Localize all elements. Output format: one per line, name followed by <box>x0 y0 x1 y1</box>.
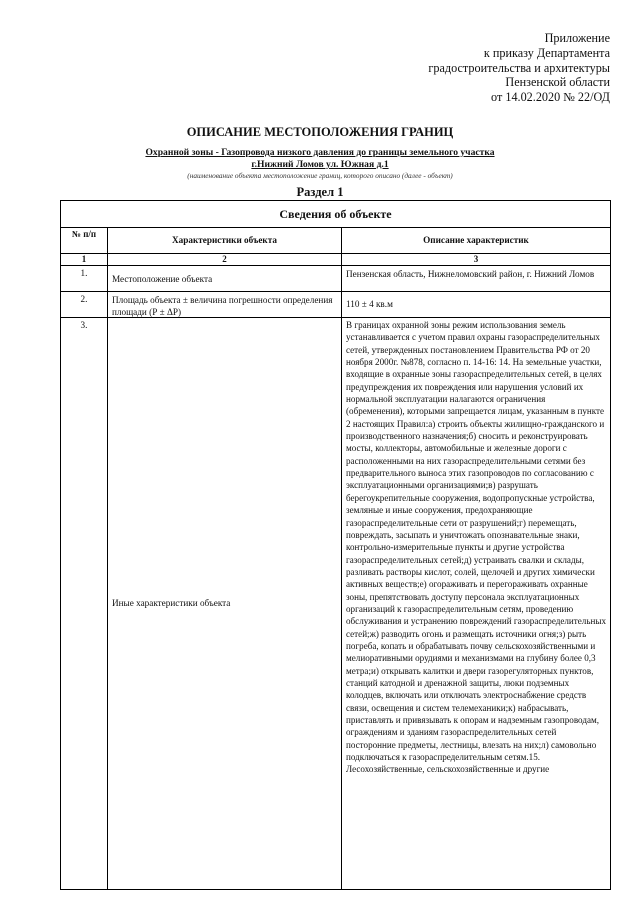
appendix-block <box>350 31 610 105</box>
header-num: № п/п <box>61 228 108 253</box>
table-row <box>61 292 610 318</box>
object-name-line1: Охранной зоны - Газопровода низкого давления до границы земельного участка <box>145 147 495 158</box>
row-description: 110 ± 4 кв.м <box>346 299 393 309</box>
row-characteristic: Местоположение объекта <box>108 266 342 291</box>
row-description: Пензенская область, Нижнеломовский район, г. Нижний Ломов <box>346 269 595 279</box>
row-characteristic-cell <box>108 318 342 889</box>
column-number: 3 <box>473 254 479 264</box>
appendix-line: от 14.02.2020 № 22/ОД <box>491 90 610 105</box>
appendix-line: к приказу Департамента <box>483 45 610 60</box>
section-title: Раздел 1 <box>296 185 344 199</box>
object-info-table <box>60 200 611 890</box>
appendix-line: Приложение <box>544 31 610 45</box>
table-header-row <box>61 228 610 254</box>
row-number: 3. <box>61 318 108 889</box>
row-number: 1. <box>61 266 108 291</box>
table-row <box>61 266 610 292</box>
appendix-line: Пензенской области <box>505 75 610 90</box>
row-description: В границах охранной зоны режим использования земель устанавливается с учетом правил охраны газораспределительных сетей, утвержденных постановлением Правительства РФ от 20 ноября 2000г. №878, согласно п. 14-16: 14. На земельные участки, входящие в охранные зоны газораспределительных сетей, в целях предупреждения их повреждения или нарушения условий их нормальной эксплуатации налагаются ограничения (обременения), которыми запрещается лицам, указанным в пункте 2 настоящих Правил:а) строить объекты жилищно-гражданского и производственного назначения;б) сносить и реконструировать мосты, коллекторы, автомобильные и железные дороги с расположенными на них газораспределительными сетями без предварительного выноса этих газопроводов по согласованию с эксплуатационными организациями;в) разрушать берегоукрепительные сооружения, водопропускные устройства, земляные и иные сооружения, предохраняющие газораспределительные сети от разрушений;г) перемещать, повреждать, засыпать и уничтожать опознавательные знаки, контрольно-измерительные пункты и другие устройства газораспределительных сетей;д) устраивать свалки и склады, разливать растворы кислот, солей, щелочей и других химически активных веществ;е) огораживать и перегораживать охранные зоны, препятствовать доступу персонала эксплуатационных организаций к газораспределительным сетям, проведению обслуживания и устранению повреждений газораспределительных сетей;ж) разводить огонь и размещать источники огня;з) рыть погреба, копать и обрабатывать почву сельскохозяйственными и мелиоративными орудиями и механизмами на глубину более 0,3 метра;и) открывать калитки и двери газорегуляторных пунктов, станций катодной и дренажной защиты, люки подземных колодцев, включать или отключать электроснабжение средств связи, освещения и систем телемеханики;к) набрасывать, приставлять и привязывать к опорам и надземным газопроводам, ограждениям и зданиям газораспределительных сетей посторонние предметы, лестницы, влезать на них;л) самовольно подключаться к газораспределительным сетям.15. Лесохозяйственные, сельскохозяйственные и другие <box>346 320 607 775</box>
table-caption-row <box>61 201 610 228</box>
appendix-line: градостроительства и архитектуры <box>428 60 610 75</box>
document-title: ОПИСАНИЕ МЕСТОПОЛОЖЕНИЯ ГРАНИЦ <box>186 125 454 139</box>
column-numbers-row <box>61 254 610 266</box>
row-characteristic: Иные характеристики объекта <box>112 598 231 609</box>
header-characteristic: Характеристики объекта <box>108 228 342 253</box>
row-number: 2. <box>61 292 108 317</box>
column-number: 2 <box>108 254 342 265</box>
object-name-note: (наименование объекта местоположение границ, которого описано (далее - объект) <box>187 171 453 180</box>
row-characteristic: Площадь объекта ± величина погрешности определения площади (Р ± ΔР) <box>108 292 342 317</box>
object-name-line2: г.Нижний Ломов ул. Южная д.1 <box>251 159 389 170</box>
table-row <box>61 318 610 889</box>
table-caption: Сведения об объекте <box>279 207 392 221</box>
header-description: Описание характеристик <box>423 235 529 245</box>
column-number: 1 <box>61 254 108 265</box>
